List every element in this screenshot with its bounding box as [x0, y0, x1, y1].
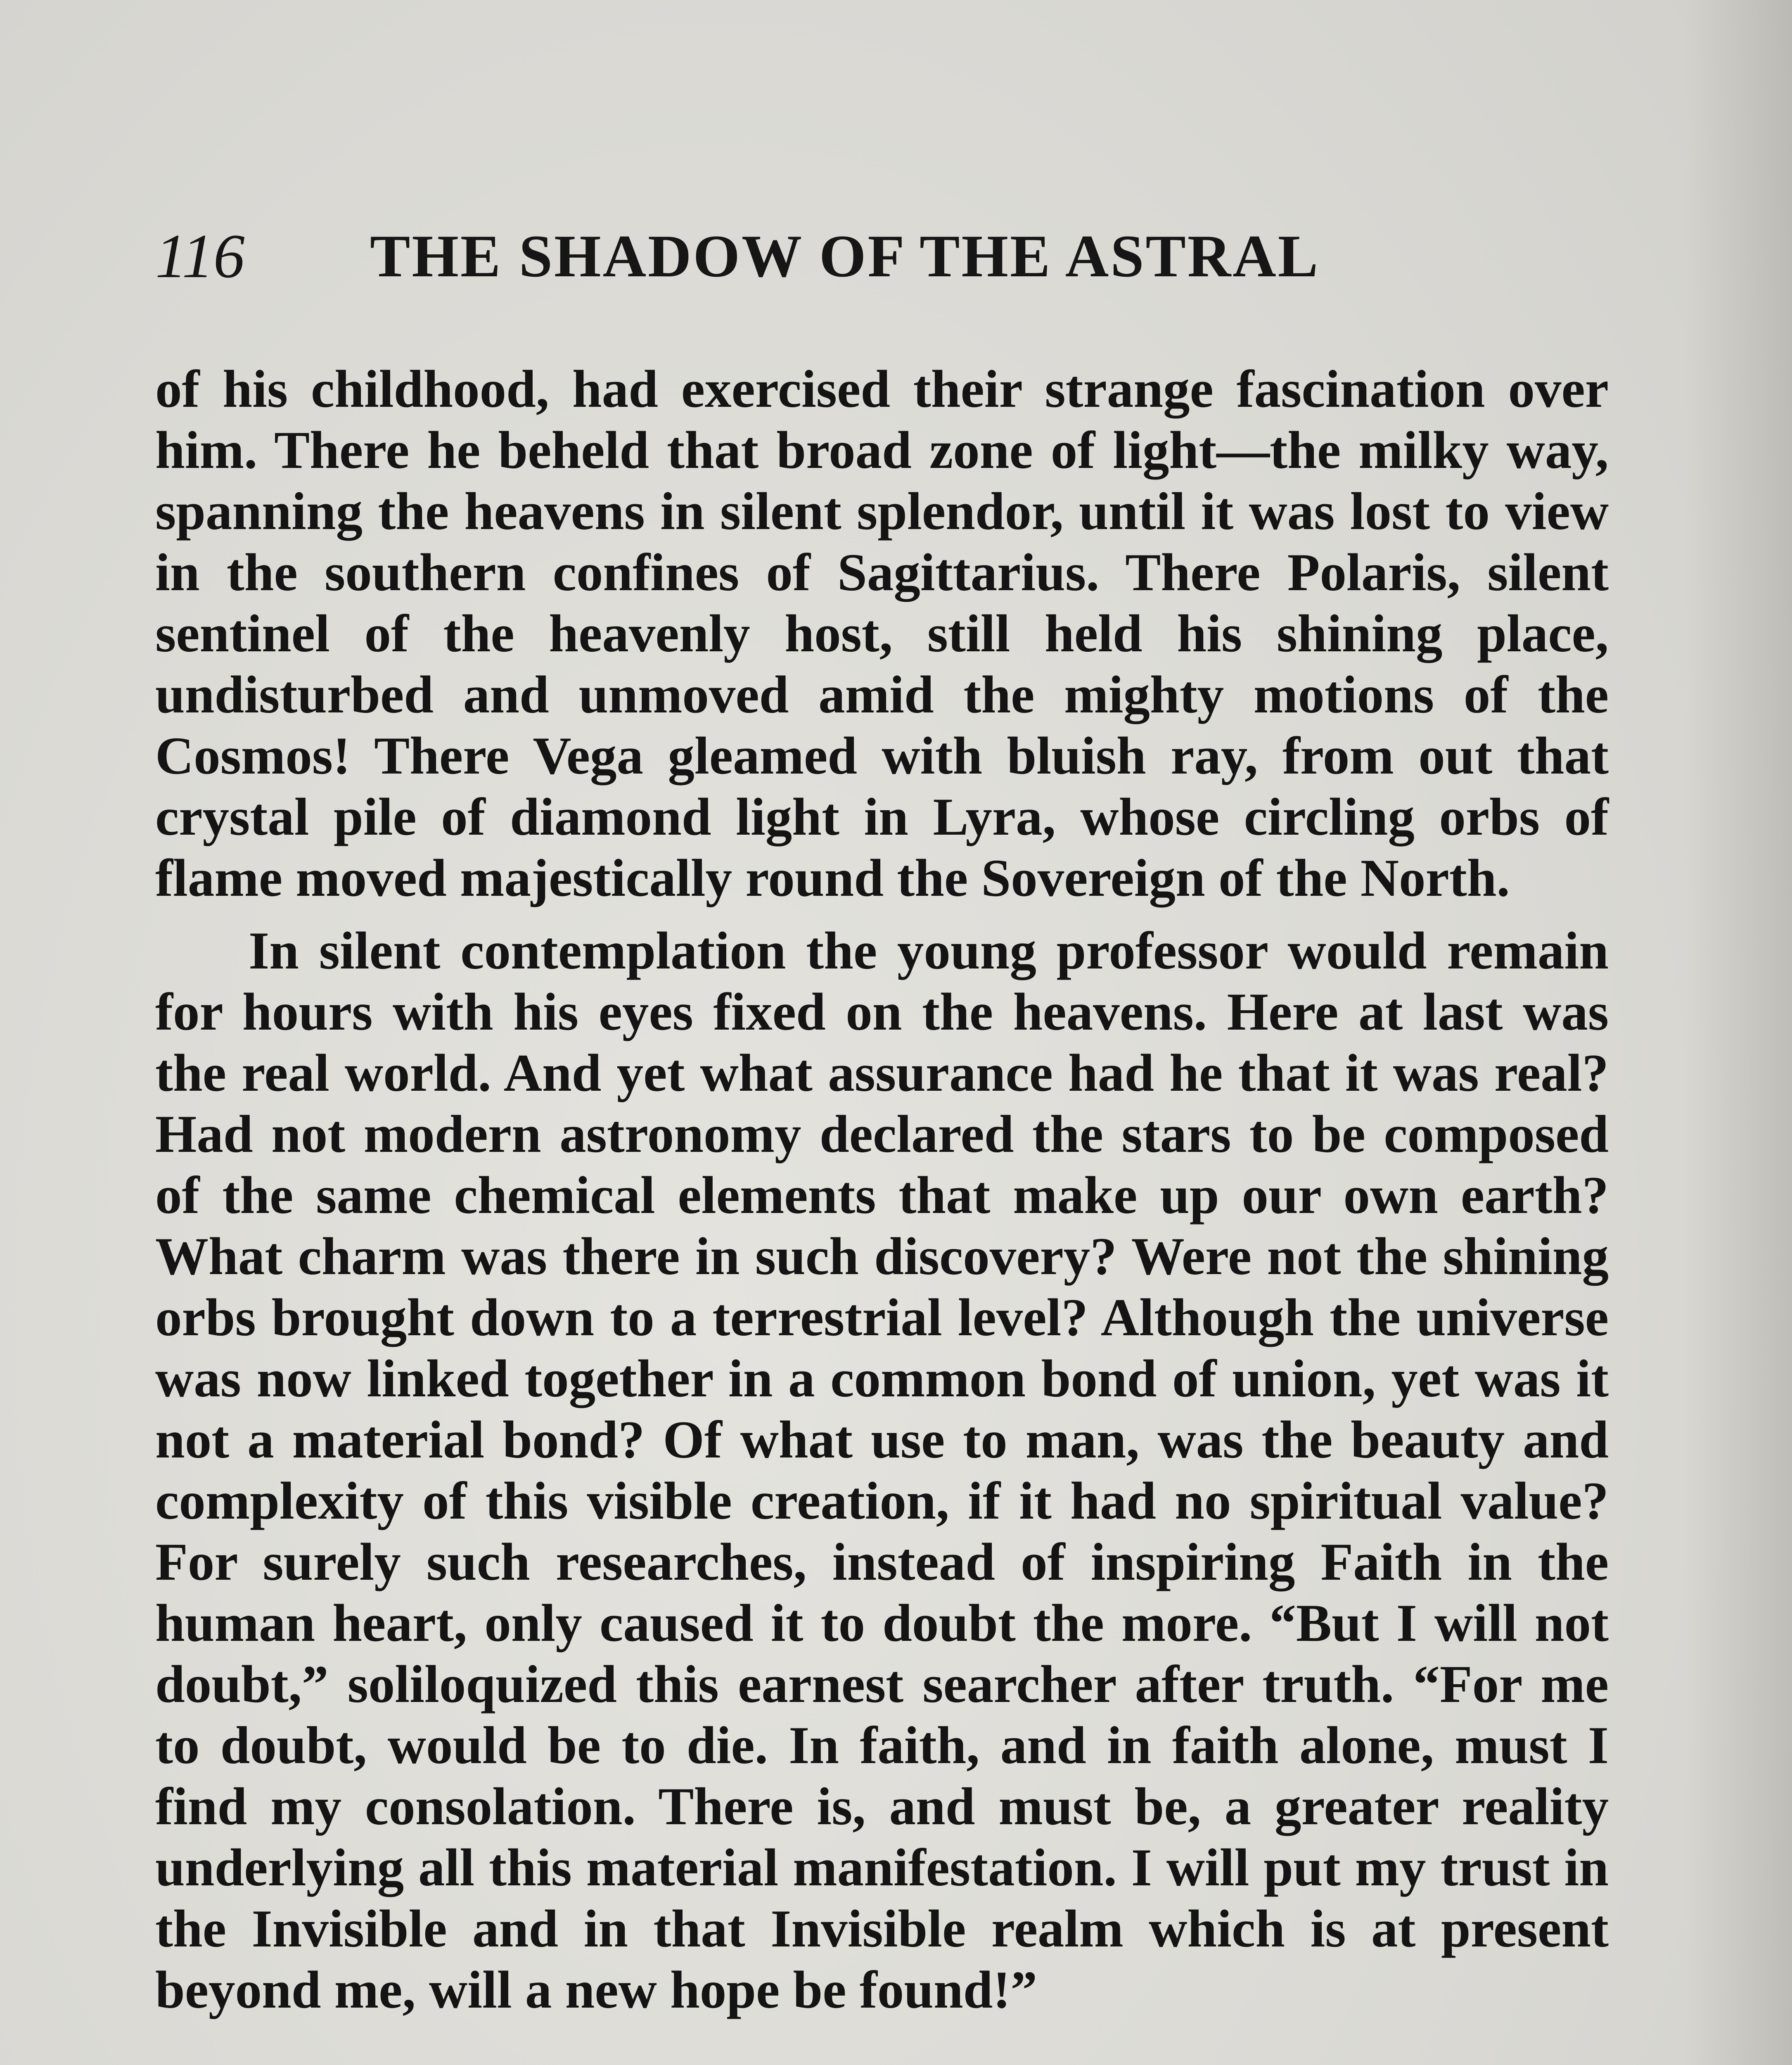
- page-number: 116: [155, 221, 245, 291]
- paragraph-1: of his childhood, had exercised their strange fascination over him. There he beheld that broad zone of light—the milky way, spanning the heavens in silent splendor, until it was lost to view in the southern confines of Sagittarius. There Polaris, silent sentinel of the heavenly host, still held his shining place, undisturbed and unmoved amid the mighty motions of the Cosmos! There Vega gleamed with bluish ray, from out that crystal pile of diamond light in Lyra, whose circling orbs of flame moved majestically round the Sovereign of the North.: [155, 359, 1609, 907]
- page-header: [155, 215, 1609, 297]
- body-text: [155, 358, 1609, 2020]
- running-title: THE SHADOW OF THE ASTRAL: [370, 223, 1320, 290]
- page-edge-shadow: [1685, 0, 1792, 2065]
- paragraph-2: In silent contemplation the young professor would remain for hours with his eyes fixed on the heavens. Here at last was the real world. And yet what assurance had he that it was real? Had not modern astronomy declared the stars to be composed of the same chemical elements that make up our own earth? What charm was there in such discovery? Were not the shining orbs brought down to a terrestrial level? Although the universe was now linked together in a common bond of union, yet was it not a material bond? Of what use to man, was the beauty and complexity of this visible creation, if it had no spiritual value? For surely such researches, instead of inspiring Faith in the human heart, only caused it to doubt the more. “But I will not doubt,” soliloquized this earnest searcher after truth. “For me to doubt, would be to die. In faith, and in faith alone, must I find my consolation. There is, and must be, a greater reality underlying all this material manifestation. I will put my trust in the Invisible and in that Invisible realm which is at present beyond me, will a new hope be found!”: [155, 921, 1609, 2019]
